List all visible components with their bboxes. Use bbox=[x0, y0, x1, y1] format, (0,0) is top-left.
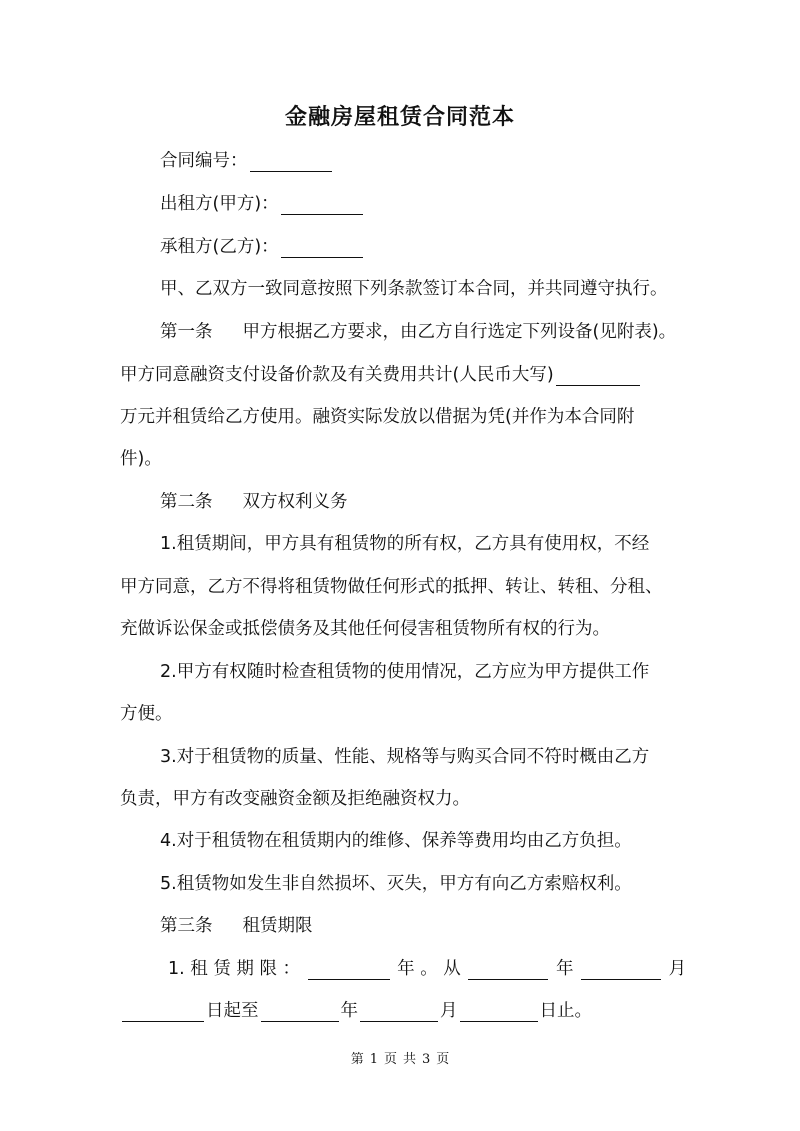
lessor-line bbox=[160, 193, 365, 215]
item-4-line: 4.对于租赁物在租赁期内的维修、保养等费用均由乙方负担。 bbox=[160, 831, 632, 851]
article-1-text: 甲方根据乙方要求，由乙方自行选定下列设备(见附表)。 bbox=[242, 322, 677, 342]
term-line-1: 1. 租 赁 期 限 ： 年 。 从 年 月 bbox=[168, 959, 687, 979]
lessee-blank bbox=[281, 239, 363, 258]
contract-no-label: 合同编号： bbox=[160, 151, 248, 171]
contract-no-line bbox=[160, 150, 334, 172]
term-line-2: 日起至 年 月 日止。 bbox=[120, 1000, 592, 1022]
item-5-line: 5.租赁物如发生非自然损坏、灭失，甲方有向乙方索赔权利。 bbox=[160, 874, 632, 894]
intro-paragraph: 甲、乙双方一致同意按照下列条款签订本合同，并共同遵守执行。 bbox=[160, 279, 668, 299]
page-number: 1 bbox=[369, 1052, 378, 1067]
article-1-line-2: 甲方同意融资支付设备价款及有关费用共计(人民币大写) bbox=[120, 364, 642, 386]
contract-no-blank bbox=[250, 153, 332, 172]
item-1-line-1: 1.租赁期间，甲方具有租赁物的所有权，乙方具有使用权，不经 bbox=[160, 534, 650, 554]
lessor-blank bbox=[281, 196, 363, 215]
item-1-line-3: 充做诉讼保金或抵偿债务及其他任何侵害租赁物所有权的行为。 bbox=[120, 619, 610, 639]
article-1-line-3: 万元并租赁给乙方使用。融资实际发放以借据为凭(并作为本合同附 bbox=[120, 407, 635, 427]
lessee-label: 承租方(乙方)： bbox=[160, 237, 279, 257]
amount-blank bbox=[556, 367, 640, 386]
article-1-heading: 第一条 bbox=[160, 322, 213, 342]
article-1-line-4: 件)。 bbox=[120, 449, 162, 469]
item-2-line-2: 方便。 bbox=[120, 704, 173, 724]
article-3-heading-line bbox=[160, 915, 313, 937]
document-title: 金融房屋租赁合同范本 bbox=[284, 105, 515, 130]
article-3-heading: 第三条 bbox=[160, 916, 213, 936]
end-month-blank bbox=[360, 1003, 438, 1022]
item-3-line-2: 负责，甲方有改变融资金额及拒绝融资权力。 bbox=[120, 789, 470, 809]
start-month-blank bbox=[581, 961, 661, 980]
lessee-line bbox=[160, 236, 365, 258]
end-day-blank bbox=[460, 1003, 538, 1022]
article-2-heading-line bbox=[160, 491, 348, 513]
total-pages: 3 bbox=[422, 1052, 431, 1067]
article-3-title: 租赁期限 bbox=[242, 916, 313, 936]
item-1-line-2: 甲方同意，乙方不得将租赁物做任何形式的抵押、转让、转租、分租、 bbox=[120, 577, 663, 597]
end-year-blank bbox=[261, 1003, 339, 1022]
start-day-blank bbox=[122, 1003, 204, 1022]
start-year-blank bbox=[468, 961, 548, 980]
page-footer: 第 1 页 共 3 页 bbox=[350, 1052, 450, 1067]
article-2-heading: 第二条 bbox=[160, 492, 213, 512]
item-3-line-1: 3.对于租赁物的质量、性能、规格等与购买合同不符时概由乙方 bbox=[160, 747, 650, 767]
lessor-label: 出租方(甲方)： bbox=[160, 194, 279, 214]
article-1-line-1 bbox=[160, 321, 676, 343]
article-2-title: 双方权利义务 bbox=[242, 492, 348, 512]
term-years-blank bbox=[308, 961, 390, 980]
item-2-line-1: 2.甲方有权随时检查租赁物的使用情况，乙方应为甲方提供工作 bbox=[160, 662, 650, 682]
